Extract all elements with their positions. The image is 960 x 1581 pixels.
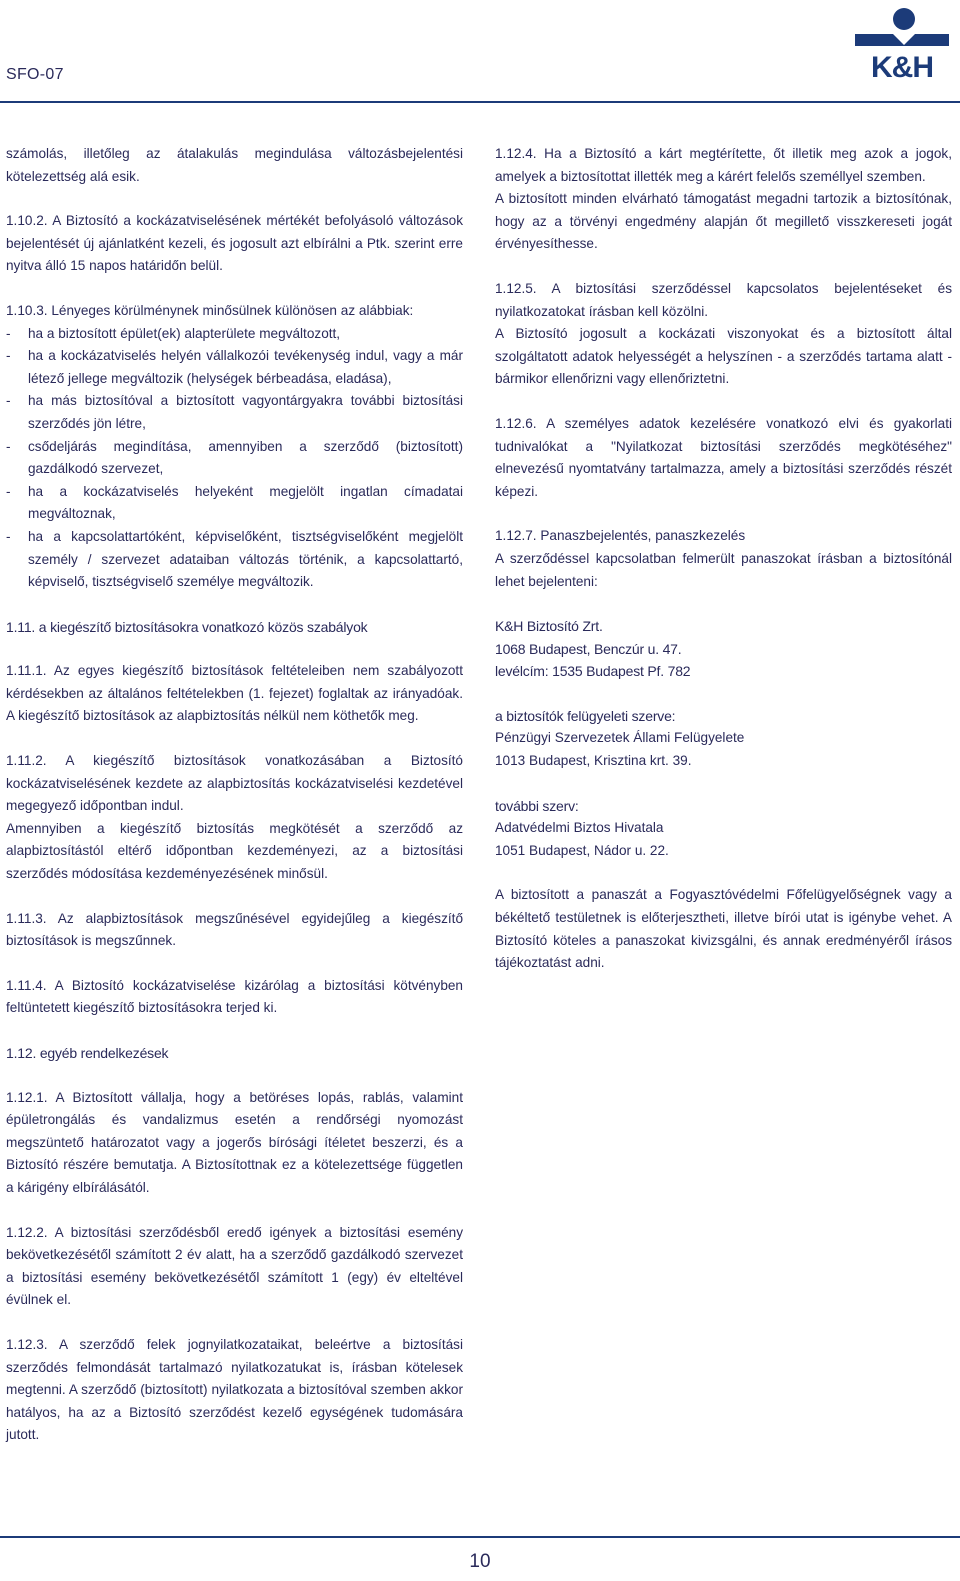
paragraph-1-11-4: 1.11.4. A Biztosító kockázatviselése kizárólag a biztosítási kötvényben feltüntetett kiegészítő biztosításokra terjed ki.: [6, 977, 463, 1016]
paragraph-1-12-1: 1.12.1. A Biztosított vállalja, hogy a betöréses lopás, rablás, valamint épületrongálás és vandalizmus esetén a rendőrségi nyomozást megszüntető határozatot vagy a jogerős bírósági ítéletet beszerzi, és a Biztosító részére bemutatja. A Biztosítottnak ez a kötelezettsége független a kárigény elbírálásától.: [6, 1089, 463, 1195]
kh-company-name: K&H Biztosító Zrt.: [495, 618, 603, 635]
page-number: 10: [469, 1551, 491, 1572]
section-heading-1-12: 1.12. egyéb rendelkezések: [6, 1045, 169, 1061]
right-column: [495, 143, 952, 975]
list-dash: -: [6, 483, 11, 499]
list-dash: -: [6, 325, 11, 341]
other-authority-heading: további szerv:: [495, 797, 579, 814]
paragraph-complaint-redress: A biztosított a panaszát a Fogyasztóvédelmi Főfelügyelőségnek vagy a békéltető testületnek is előterjesztheti, illetve bírói utat is igénybe vehet. A Biztosító köteles a panaszokat kivizsgálni, és annak eredményéről írásos tájékoztatást adni.: [495, 887, 952, 971]
section-heading-1-11: 1.11. a kiegészítő biztosításokra vonatkozó közös szabályok: [6, 618, 368, 635]
other-authority-address: 1051 Budapest, Nádor u. 22.: [495, 842, 669, 858]
logo-text: K&H: [871, 51, 933, 80]
paragraph-1-12-3: 1.12.3. A szerződő felek jognyilatkozataikat, beleértve a biztosítási szerződés felmondását tartalmazó nyilatkozatukat is, írásban kötelesek megtenni. A szerződő (biztosított) nyilatkozata a biztosítóval szemben akkor hatályos, ha az a Biztosító szerződést kezelő egységének tudomására jutott.: [6, 1336, 463, 1443]
list-dash: -: [6, 348, 11, 364]
paragraph-1-12-4: 1.12.4. Ha a Biztosító a kárt megtérítette, őt illetik meg azok a jogok, amelyek a biztosítottat illették meg a kárért felelős személlyel szemben.: [495, 146, 952, 184]
paragraph-1-12-7: A szerződéssel kapcsolatban felmerült panaszokat írásban a biztosítónál lehet bejelenteni:: [495, 550, 952, 589]
list-item-text: ha a biztosított épület(ek) alapterülete megváltozott,: [28, 325, 341, 341]
kh-mailing-address: levélcím: 1535 Budapest Pf. 782: [495, 663, 691, 680]
paragraph-1-12-7-title: 1.12.7. Panaszbejelentés, panaszkezelés: [495, 528, 746, 544]
paragraph-1-12-5-continued: A Biztosító jogosult a kockázati viszonyokat és a biztosított által szolgáltatott adatok helyességét a helyszínen - a szerződés tartama alatt - bármikor ellenőrizni vagy ellenőriztetni.: [495, 326, 952, 387]
header-divider: [0, 101, 960, 103]
list-item-text: ha a kockázatviselés helyén vállalkozói tevékenység indul, vagy a már létező jellege megváltozik (helységek bérbeadása, eladása),: [28, 348, 463, 386]
paragraph-1-12-6: 1.12.6. A személyes adatok kezelésére vonatkozó elvi és gyakorlati tudnivalókat a "Nyilatkozat biztosítási szerződés megkötéséhez" elnevezésű nyomtatvány tartalmazza, amely a biztosítási szerződés részét képezi.: [495, 415, 952, 499]
list-dash: -: [6, 528, 11, 544]
paragraph-1-11-1: 1.11.1. Az egyes kiegészítő biztosítások feltételeiben nem szabályozott kérdésekben az általános feltételekben (1. fejezet) foglaltak az irányadóak. A kiegészítő biztosítások az alapbiztosítás nélkül nem köthetők meg.: [6, 663, 463, 724]
list-item: [6, 481, 463, 526]
paragraph-1-11-2-continued: Amennyiben a kiegészítő biztosítás megkötését a szerződő az alapbiztosítástól eltérő időpontban kezdeményezi, az a biztosítási szerződés módosítása kezdeményezésének minősül.: [6, 820, 463, 882]
paragraph-1-12-2: 1.12.2. A biztosítási szerződésből eredő igények a biztosítási esemény bekövetkezésétől számított 2 év alatt, ha a szerződő gazdálkodó szervezet a biztosítási esemény bekövetkezésétől számított 1 (egy) év elteltével évülnek el.: [6, 1224, 463, 1308]
kh-company-address: 1068 Budapest, Benczúr u. 47.: [495, 640, 682, 657]
list-item: [6, 436, 463, 481]
list-1-10-3: [6, 323, 463, 594]
paragraph-1-11-3: 1.11.3. Az alapbiztosítások megszűnésével egyidejűleg a kiegészítő biztosítások is megszűnnek.: [6, 910, 463, 949]
paragraph-1-10-2: 1.10.2. A Biztosító a kockázatviselésének mértékét befolyásoló változások bejelentését új ajánlatként kezeli, és jogosult azt elbírálni a Ptk. szerint erre nyitva álló 15 napos határidőn belül.: [6, 213, 463, 274]
list-item: [6, 323, 463, 346]
list-item-text: ha a kapcsolattartóként, képviselőként, tisztségviselőként megjelölt személy / szervezet adataiban változás történik, a kapcsolattartó, képviselő, tisztségviselő személye megváltozik.: [28, 528, 463, 590]
left-column: [6, 143, 463, 1447]
list-dash: -: [6, 438, 11, 454]
other-authority-name: Adatvédelmi Biztos Hivatala: [495, 820, 664, 836]
list-item-text: ha a kockázatviselés helyeként megjelölt ingatlan címadatai megváltoznak,: [28, 483, 463, 522]
footer-divider: [0, 1536, 960, 1538]
paragraph-intro: számolás, illetőleg az átalakulás megindulása változásbejelentési kötelezettség alá esik.: [6, 146, 463, 184]
paragraph-1-11-2: 1.11.2. A kiegészítő biztosítások vonatkozásában a Biztosító kockázatviselésének kezdete az alapbiztosítás kockázatviselési kezdetével megegyező időpontban indul.: [6, 753, 463, 814]
list-item: [6, 390, 463, 435]
list-item-text: csődeljárás megindítása, amennyiben a szerződő (biztosított) gazdálkodó szervezet,: [28, 438, 463, 477]
list-dash: -: [6, 393, 11, 409]
list-item: [6, 526, 463, 594]
supervisor-heading: a biztosítók felügyeleti szerve:: [495, 707, 676, 724]
list-item: [6, 345, 463, 390]
paragraph-1-10-3: 1.10.3. Lényeges körülménynek minősülnek különösen az alábbiak:: [6, 302, 414, 318]
paragraph-1-12-4-continued: A biztosított minden elvárható támogatást megadni tartozik a biztosítónak, hogy az a törvényi engedmény alapján őt megillető visszkereseti jogát érvényesíthesse.: [495, 191, 952, 252]
paragraph-1-12-5: 1.12.5. A biztosítási szerződéssel kapcsolatos bejelentéseket és nyilatkozatokat írásban kell közölni.: [495, 280, 952, 319]
supervisor-name: Pénzügyi Szervezetek Állami Felügyelete: [495, 730, 745, 746]
kh-logo: [852, 0, 952, 80]
supervisor-address: 1013 Budapest, Krisztina krt. 39.: [495, 753, 692, 769]
list-item-text: ha más biztosítóval a biztosított vagyontárgyakra további biztosítási szerződés jön létre,: [28, 393, 463, 431]
document-code: SFO-07: [6, 66, 64, 83]
